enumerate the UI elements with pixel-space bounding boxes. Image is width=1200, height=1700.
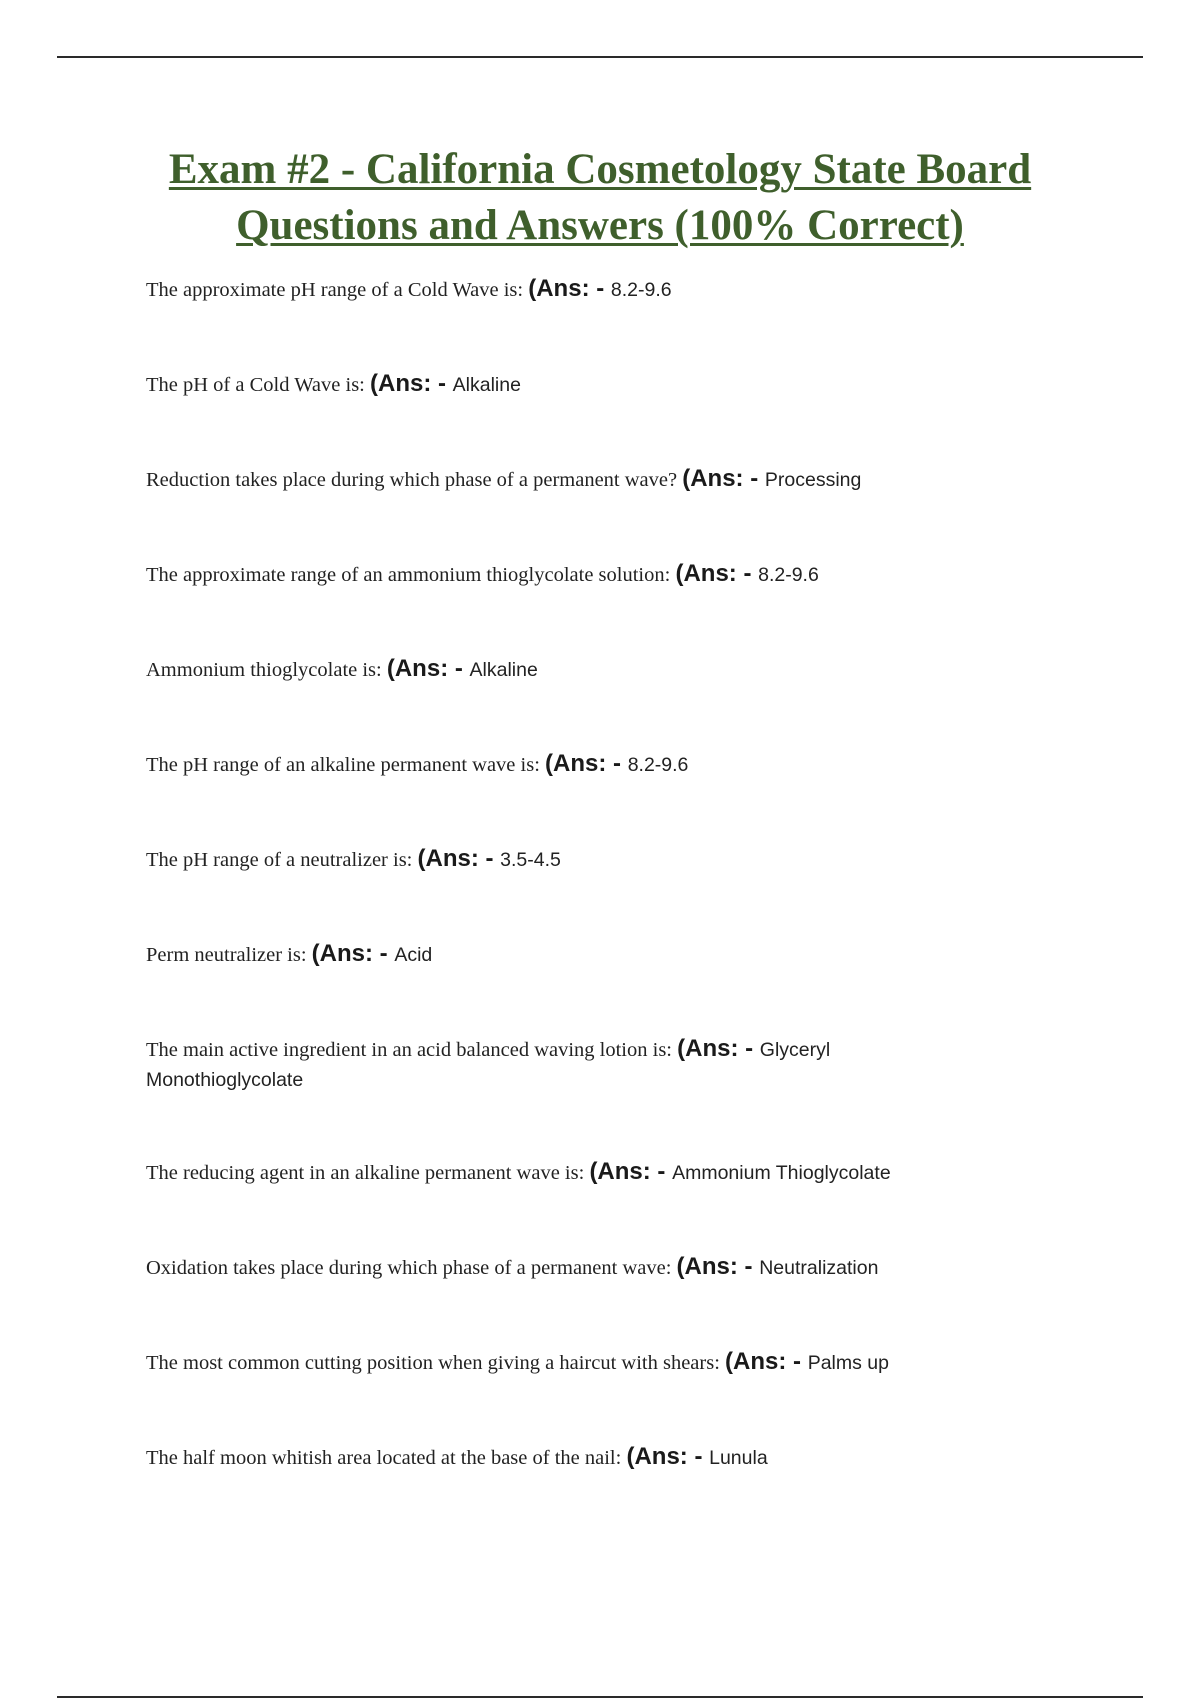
answer-prefix: (Ans: - <box>417 845 501 872</box>
qa-item <box>146 274 1006 305</box>
answer-prefix: (Ans: - <box>589 1158 673 1185</box>
answer-prefix: (Ans: - <box>311 940 395 967</box>
question-text: The pH range of an alkaline permanent wave is: <box>146 754 546 776</box>
qa-item <box>146 1347 1006 1378</box>
question-text: The approximate range of an ammonium thioglycolate solution: <box>146 564 676 586</box>
answer-text: Lunula <box>709 1447 768 1469</box>
question-text: Ammonium thioglycolate is: <box>146 659 387 681</box>
answer-text: Processing <box>764 469 862 491</box>
qa-item <box>146 1252 1006 1283</box>
answer-text: Alkaline <box>452 374 521 396</box>
qa-item <box>146 559 1006 590</box>
question-text: Oxidation takes place during which phase of a permanent wave: <box>146 1257 677 1279</box>
answer-text: Acid <box>394 944 433 966</box>
answer-prefix: (Ans: - <box>682 465 765 492</box>
bottom-rule <box>57 1696 1143 1698</box>
answer-prefix: (Ans: - <box>725 1348 808 1375</box>
answer-text: Alkaline <box>469 659 538 681</box>
question-text: The pH of a Cold Wave is: <box>146 374 370 396</box>
question-text: The pH range of a neutralizer is: <box>146 849 418 871</box>
question-text: The approximate pH range of a Cold Wave is: <box>146 279 529 301</box>
answer-prefix: (Ans: - <box>545 750 628 777</box>
answer-prefix: (Ans: - <box>677 1035 760 1062</box>
document-title <box>100 142 1100 254</box>
title-line-1: Exam #2 - California Cosmetology State Board <box>168 146 1032 193</box>
qa-item <box>146 1034 926 1095</box>
answer-text: 8.2-9.6 <box>627 754 689 776</box>
top-rule <box>57 56 1143 58</box>
answer-text: Palms up <box>807 1352 889 1374</box>
question-text: The half moon whitish area located at the base of the nail: <box>146 1447 627 1469</box>
question-text: The most common cutting position when giving a haircut with shears: <box>146 1352 726 1374</box>
title-line-2: Questions and Answers (100% Correct) <box>236 202 964 249</box>
question-text: Reduction takes place during which phase of a permanent wave? <box>146 469 683 491</box>
qa-item <box>146 939 1006 970</box>
answer-prefix: (Ans: - <box>675 560 759 587</box>
question-text: Perm neutralizer is: <box>146 944 312 966</box>
question-text: The reducing agent in an alkaline permanent wave is: <box>146 1162 590 1184</box>
qa-item <box>146 844 1006 875</box>
qa-item <box>146 749 1006 780</box>
answer-prefix: (Ans: - <box>386 655 470 682</box>
answer-text: Ammonium Thioglycolate <box>672 1162 891 1184</box>
qa-item <box>146 464 1006 495</box>
answer-prefix: (Ans: - <box>676 1253 760 1280</box>
answer-text: Glyceryl Monothioglycolate <box>146 1039 831 1091</box>
answer-text: 3.5-4.5 <box>500 849 561 871</box>
answer-prefix: (Ans: - <box>626 1443 710 1470</box>
qa-item <box>146 369 1006 400</box>
answer-text: 8.2-9.6 <box>610 279 672 301</box>
answer-prefix: (Ans: - <box>370 370 453 397</box>
qa-item <box>146 1157 1006 1188</box>
question-text: The main active ingredient in an acid balanced waving lotion is: <box>146 1039 678 1061</box>
qa-item <box>146 654 1006 685</box>
qa-item <box>146 1442 1006 1473</box>
answer-prefix: (Ans: - <box>528 275 611 302</box>
answer-text: Neutralization <box>759 1257 879 1279</box>
answer-text: 8.2-9.6 <box>758 564 819 586</box>
